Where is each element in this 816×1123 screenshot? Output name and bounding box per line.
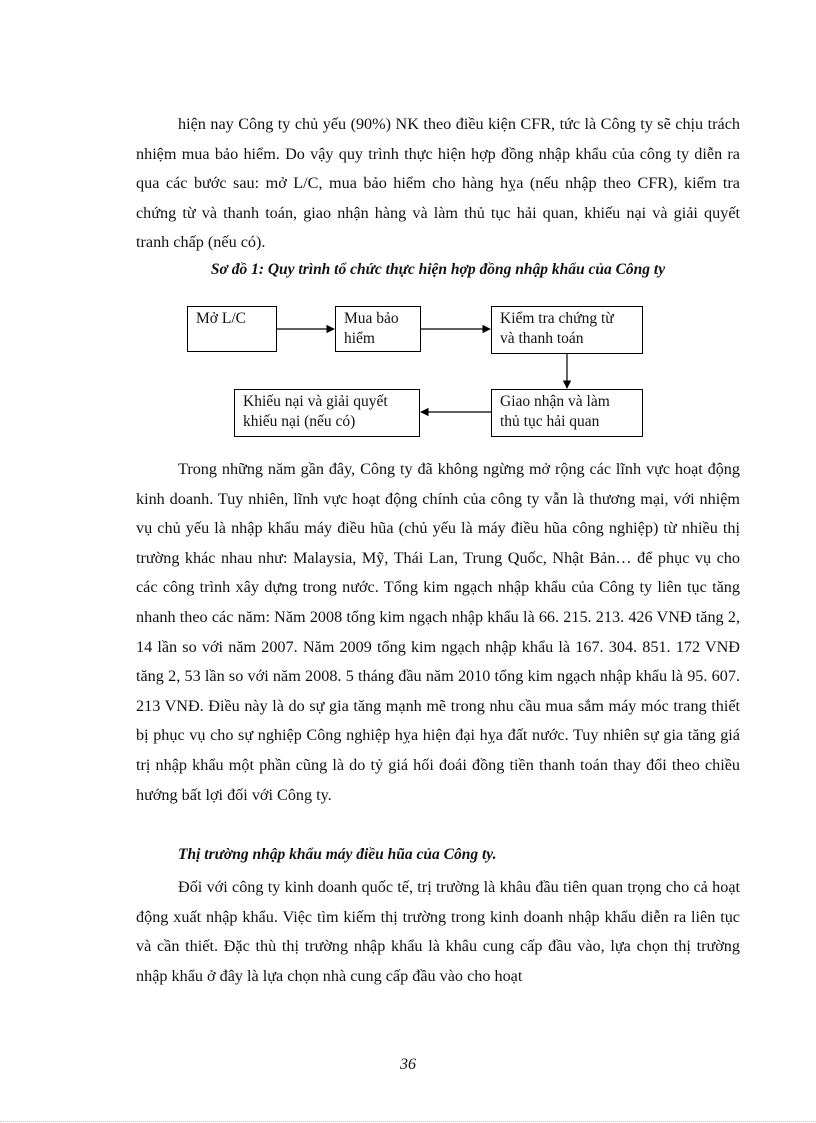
- step-label-line2: và thanh toán: [500, 330, 584, 347]
- section-subheading: Thị trường nhập khẩu máy điều hũa của Công ty.: [178, 846, 497, 863]
- body-paragraph-3: [136, 873, 740, 991]
- step-label-line2: khiếu nại (nếu có): [243, 413, 356, 430]
- paragraph-text: Đối với công ty kinh doanh quốc tế, trị trường là khâu đầu tiên quan trọng cho cả hoạt động xuất nhập khẩu. Việc tìm kiếm thị trường trong kinh doanh nhập khẩu diễn ra liên tục và cần thiết. Đặc thù thị trường nhập khẩu là khâu cung cấp đầu vào, lựa chọn thị trường nhập khẩu ở đây là lựa chọn nhà cung cấp đầu vào cho hoạt: [136, 878, 740, 985]
- step-box-mo-lc: [187, 306, 277, 352]
- step-label-line1: Mua bảo: [344, 310, 399, 327]
- step-label-line2: hiểm: [344, 330, 375, 347]
- step-label-line2: thủ tục hải quan: [500, 413, 600, 430]
- step-box-giao-nhan: [491, 389, 643, 437]
- step-label-line1: Kiểm tra chứng từ: [500, 310, 614, 327]
- paragraph-text: hiện nay Công ty chủ yếu (90%) NK theo điều kiện CFR, tức là Công ty sẽ chịu trách nhiệm mua bảo hiểm. Do vậy quy trình thực hiện hợp đồng nhập khẩu của công ty diễn ra qua các bước sau: mở L/C, mua bảo hiểm cho hàng hỵa (nếu nhập theo CFR), kiểm tra chứng từ và thanh toán, giao nhận hàng và làm thủ tục hải quan, khiếu nại và giải quyết tranh chấp (nếu có).: [136, 115, 740, 252]
- paragraph-text: Trong những năm gần đây, Công ty đã không ngừng mở rộng các lĩnh vực hoạt động kinh doanh. Tuy nhiên, lĩnh vực hoạt động chính của công ty vẫn là thương mại, với nhiệm vụ chủ yếu là nhập khẩu máy điều hũa (chủ yếu là máy điều hũa công nghiệp) từ nhiều thị trường khác nhau như: Malaysia, Mỹ, Thái Lan, Trung Quốc, Nhật Bản… để phục vụ cho các công trình xây dựng trong nước. Tổng kim ngạch nhập khẩu của Công ty liên tục tăng nhanh theo các năm: Năm 2008 tổng kim ngạch nhập khẩu là 66. 215. 213. 426 VNĐ tăng 2, 14 lần so với năm 2007. Năm 2009 tổng kim ngạch nhập khẩu là 167. 304. 851. 172 VNĐ tăng 2, 53 lần so với năm 2008. 5 tháng đầu năm 2010 tổng kim ngạch nhập khẩu là 95. 607. 213 VNĐ. Điều này là do sự gia tăng mạnh mẽ trong nhu cầu mua sắm máy móc trang thiết bị phục vụ cho sự nghiệp Công nghiệp hỵa hiện đại hỵa đất nước. Tuy nhiên sự gia tăng giá trị nhập khẩu một phần cũng là do tỷ giá hối đoái đồng tiền thanh toán thay đổi theo chiều hướng bất lợi đối với Công ty.: [136, 460, 740, 804]
- diagram-caption: Sơ đồ 1: Quy trình tổ chức thực hiện hợp đồng nhập khẩu của Công ty: [210, 261, 666, 278]
- step-label-line1: Khiếu nại và giải quyết: [243, 393, 388, 410]
- body-paragraph-1: [136, 110, 740, 258]
- body-paragraph-2: [136, 455, 740, 810]
- step-box-khieu-nai: [234, 389, 420, 437]
- step-label-line1: Giao nhận và làm: [500, 393, 610, 410]
- page-bottom-divider: [0, 1121, 816, 1122]
- step-box-mua-bao-hiem: [335, 306, 421, 352]
- page-number: 36: [400, 1056, 416, 1073]
- step-label: Mở L/C: [196, 310, 246, 327]
- step-box-kiem-tra-chung-tu: [491, 306, 643, 354]
